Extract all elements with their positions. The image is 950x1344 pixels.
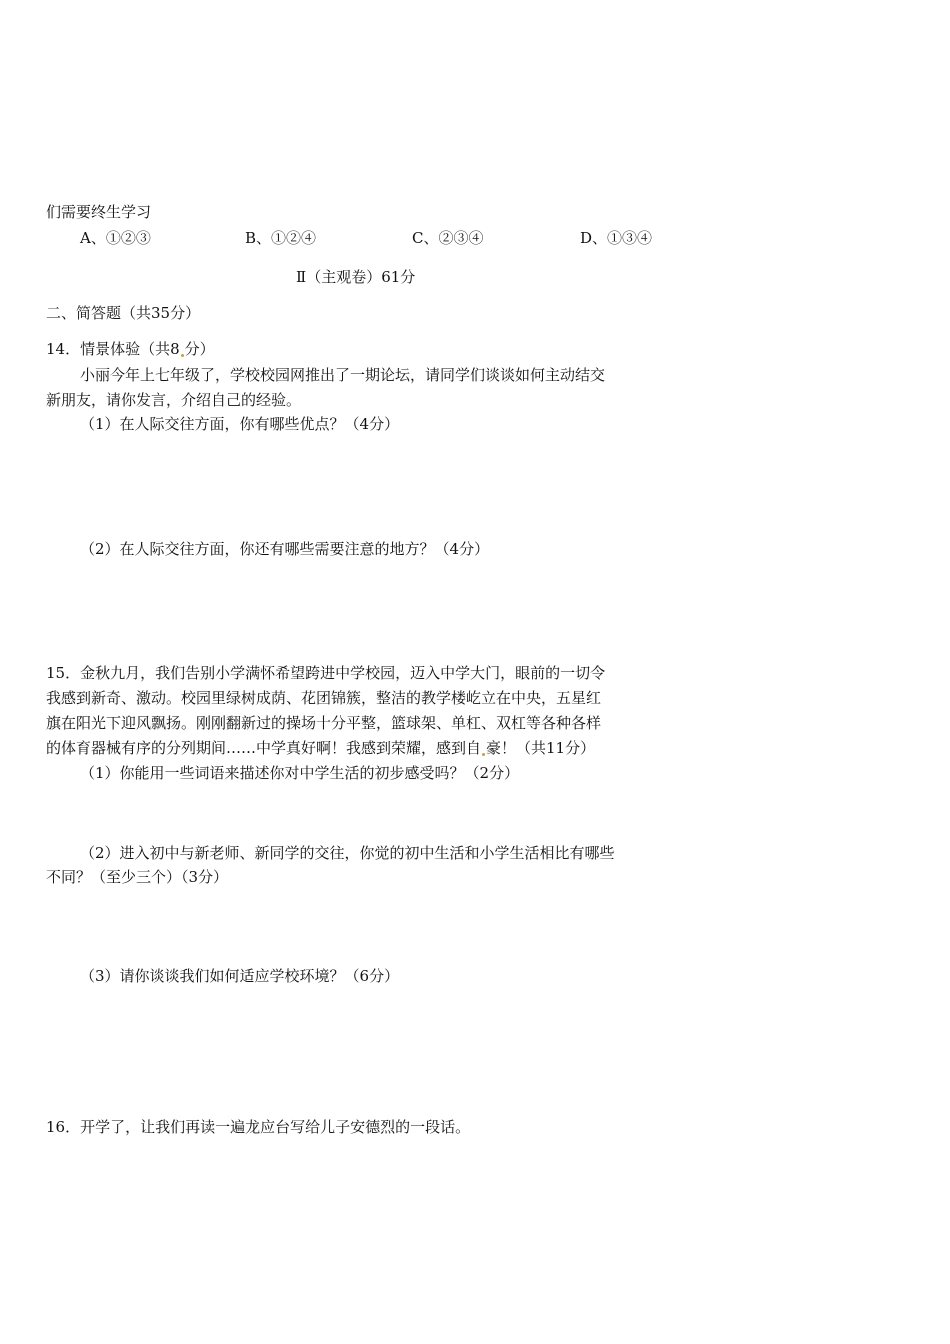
q15-sub2-line2: 不同？（至少三个）（3分） (46, 868, 229, 886)
q14-title-a: 14．情景体验（共8 (46, 340, 180, 358)
marker-dot (482, 753, 485, 756)
q15-sub3: （3）请你谈谈我们如何适应学校环境？（6分） (80, 967, 400, 985)
q15-line1: 15．金秋九月，我们告别小学满怀希望跨进中学校园，迈入中学大门，眼前的一切令 (46, 664, 606, 682)
q15-sub2-line1: （2）进入初中与新老师、新同学的交往，你觉的初中生活和小学生活相比有哪些 (80, 844, 615, 862)
continuation-text: 们需要终生学习 (46, 203, 152, 221)
q14-para-line2: 新朋友，请你发言，介绍自己的经验。 (46, 391, 302, 409)
q16-line1: 16．开学了，让我们再读一遍龙应台写给儿子安德烈的一段话。 (46, 1118, 471, 1136)
option-b: B、①②④ (245, 229, 317, 247)
q14-title (46, 338, 215, 360)
q14-title-b: 分） (184, 340, 215, 358)
q15-line2: 我感到新奇、激动。校园里绿树成荫、花团锦簇，整洁的教学楼屹立在中央，五星红 (46, 689, 602, 707)
q15-line4-a: 的体育器械有序的分列期间……中学真好啊！我感到荣耀，感到自 (46, 739, 482, 757)
q15-sub1: （1）你能用一些词语来描述你对中学生活的初步感受吗？（2分） (80, 764, 520, 782)
marker-dot (181, 354, 184, 357)
q14-sub1: （1）在人际交往方面，你有哪些优点？（4分） (80, 415, 400, 433)
q14-para-line1: 小丽今年上七年级了，学校校园网推出了一期论坛，请同学们谈谈如何主动结交 (80, 366, 606, 384)
option-a: A、①②③ (80, 229, 151, 247)
option-d: D、①③④ (580, 229, 653, 247)
q14-sub2: （2）在人际交往方面，你还有哪些需要注意的地方？（4分） (80, 540, 490, 558)
option-c: C、②③④ (412, 229, 484, 247)
q15-line3: 旗在阳光下迎风飘扬。刚刚翻新过的操场十分平整，篮球架、单杠、双杠等各种各样 (46, 714, 602, 732)
q15-line4 (46, 737, 595, 759)
section2-title: 二、简答题（共35分） (46, 304, 201, 322)
q15-line4-b: 豪！（共11分） (486, 739, 596, 757)
part2-title: Ⅱ（主观卷）61分 (296, 268, 416, 286)
